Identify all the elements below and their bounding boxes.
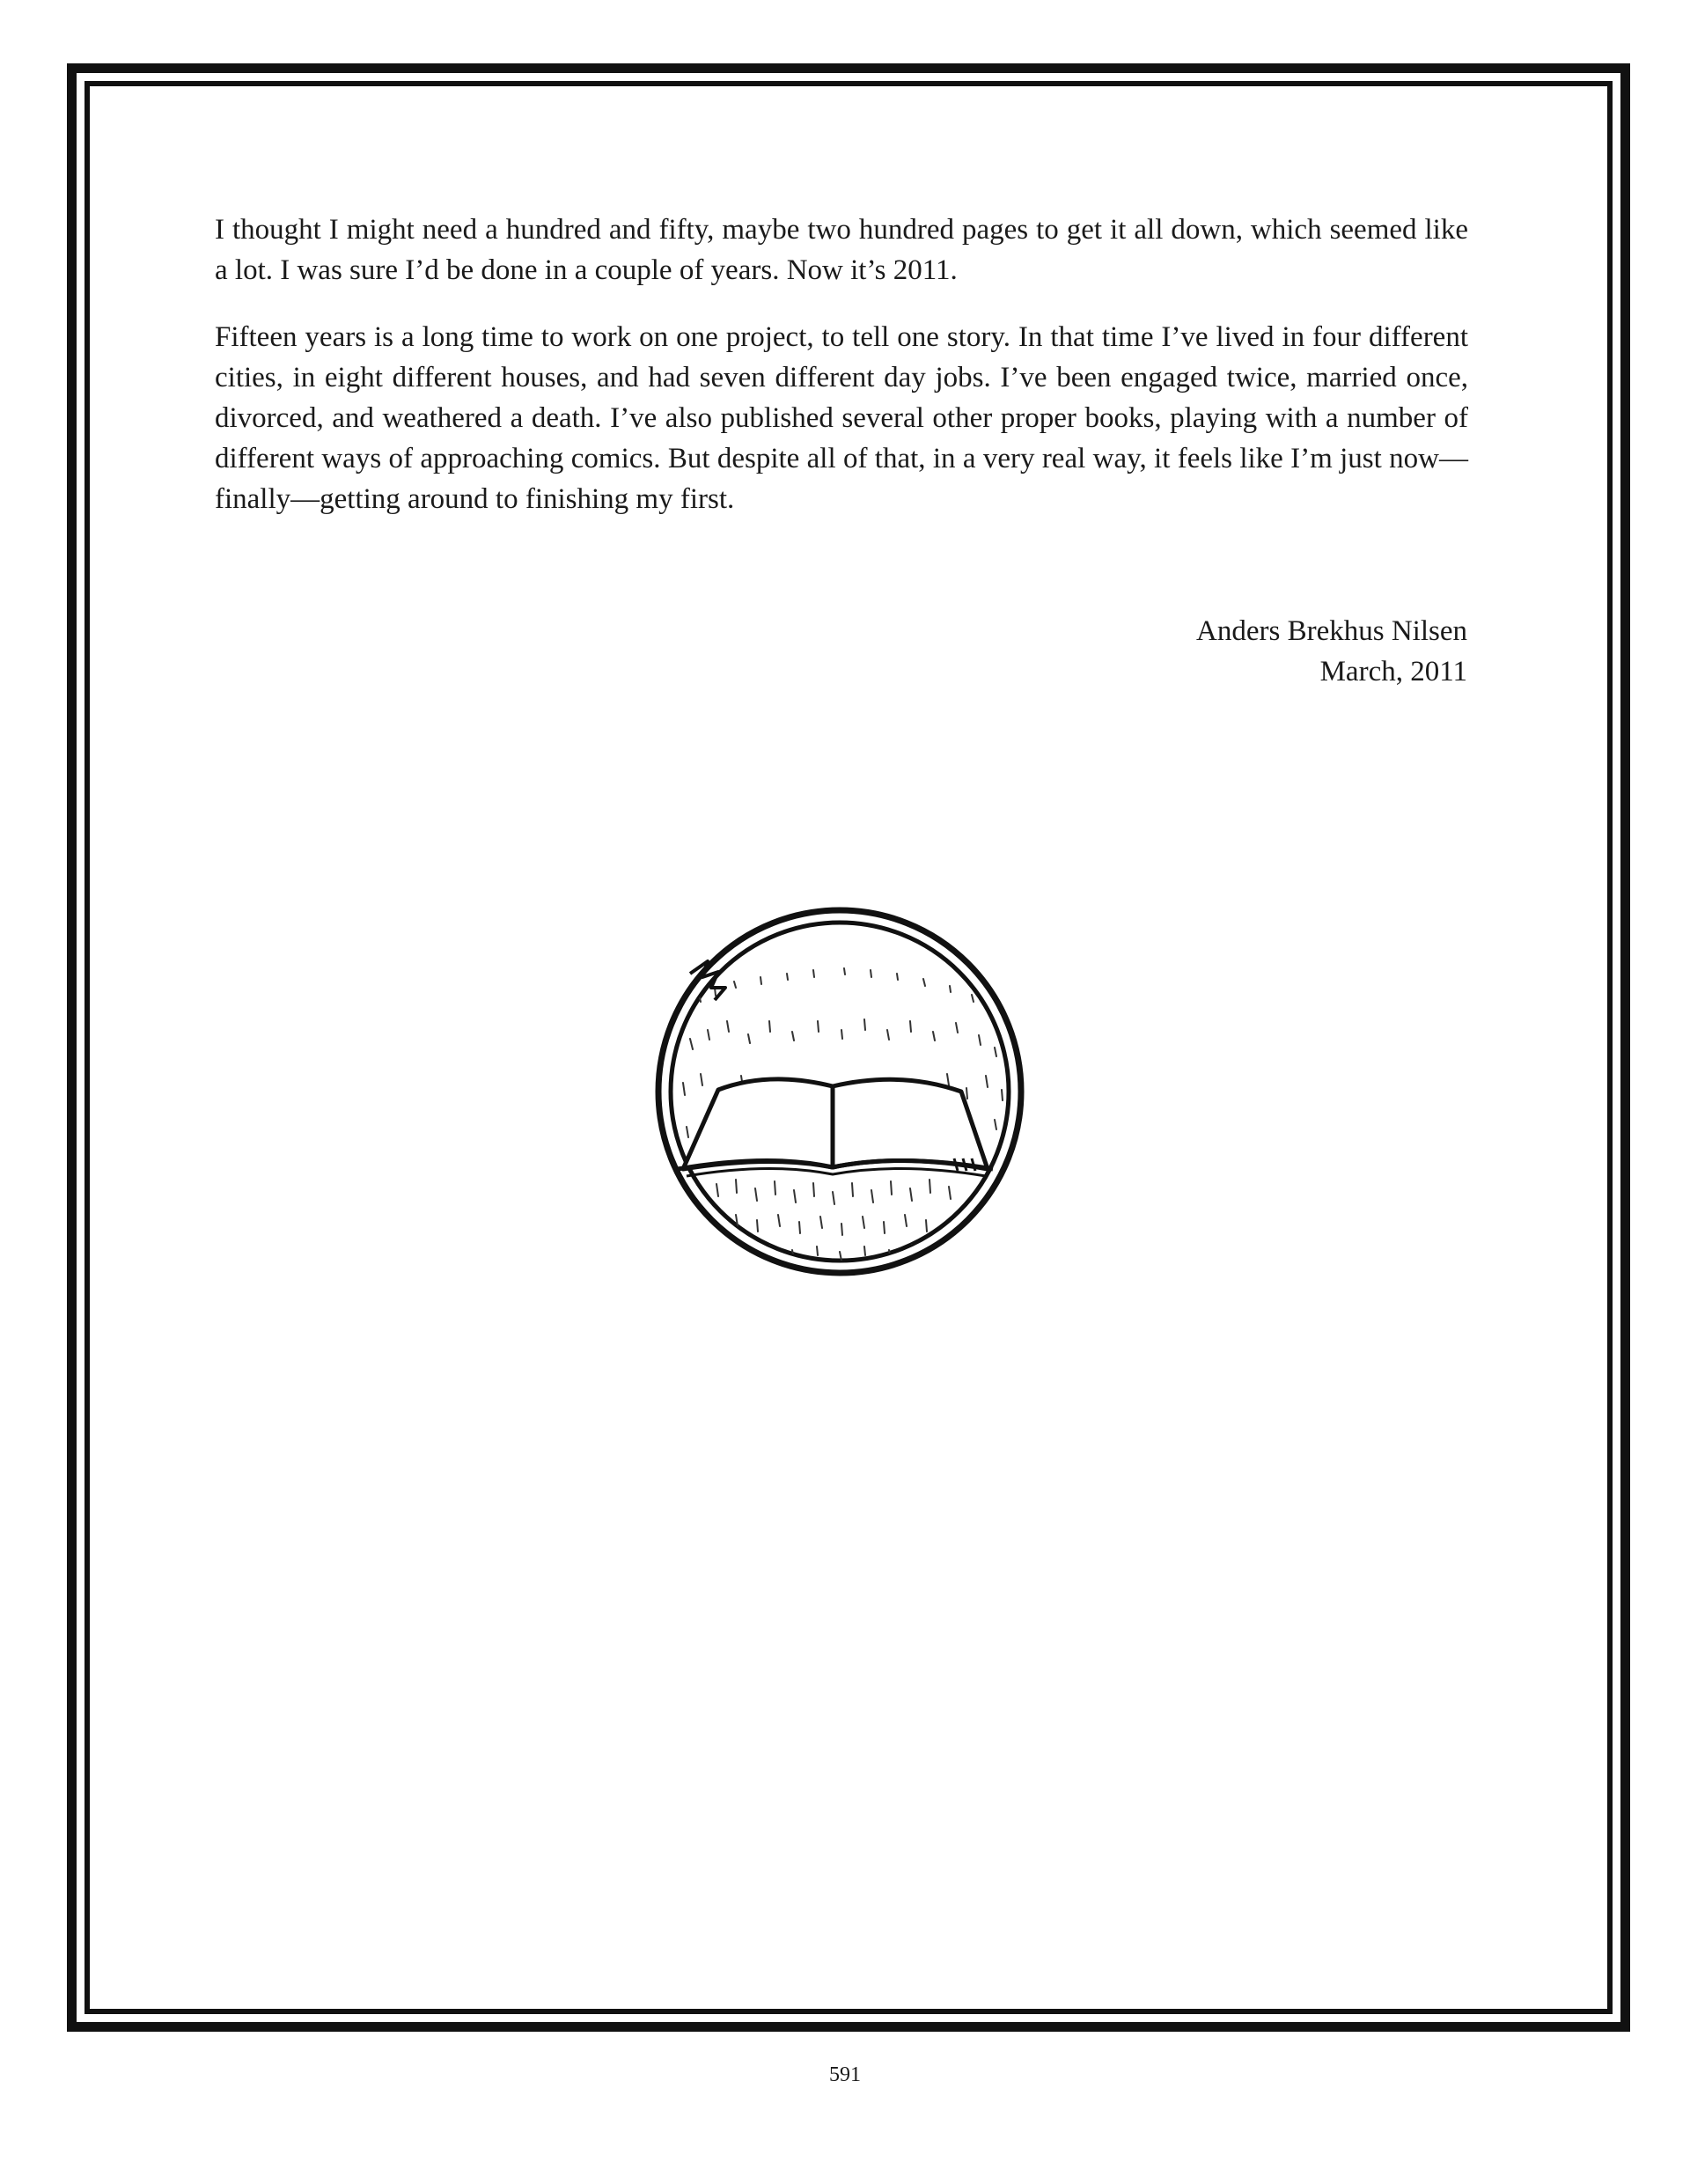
paragraph-1: I thought I might need a hundred and fifty, maybe two hundred pages to get it all down, which seemed like a lot. I was sure I’d be done in a couple of years. Now it’s 2011. [215, 214, 1468, 286]
signature-date: March, 2011 [1319, 656, 1467, 688]
paragraph-2: Fifteen years is a long time to work on one project, to tell one story. In that time I’ve lived in four different cities, in eight different houses, and had seven different day jobs. I’ve been engaged twice, married once, divorced, and weathered a death. I’ve also published several other proper books, playing with a number of different ways of approaching comics. But despite all of that, in a very real way, it feels like I’m just now—finally—getting around to finishing my first. [215, 321, 1468, 515]
open-book-landscape-emblem-icon [637, 889, 1042, 1294]
body-text [215, 210, 1468, 546]
open-book [678, 1079, 993, 1176]
author-name: Anders Brekhus Nilsen [1196, 615, 1467, 647]
page-number: 591 [829, 2063, 861, 2086]
signature-block [1196, 611, 1467, 692]
